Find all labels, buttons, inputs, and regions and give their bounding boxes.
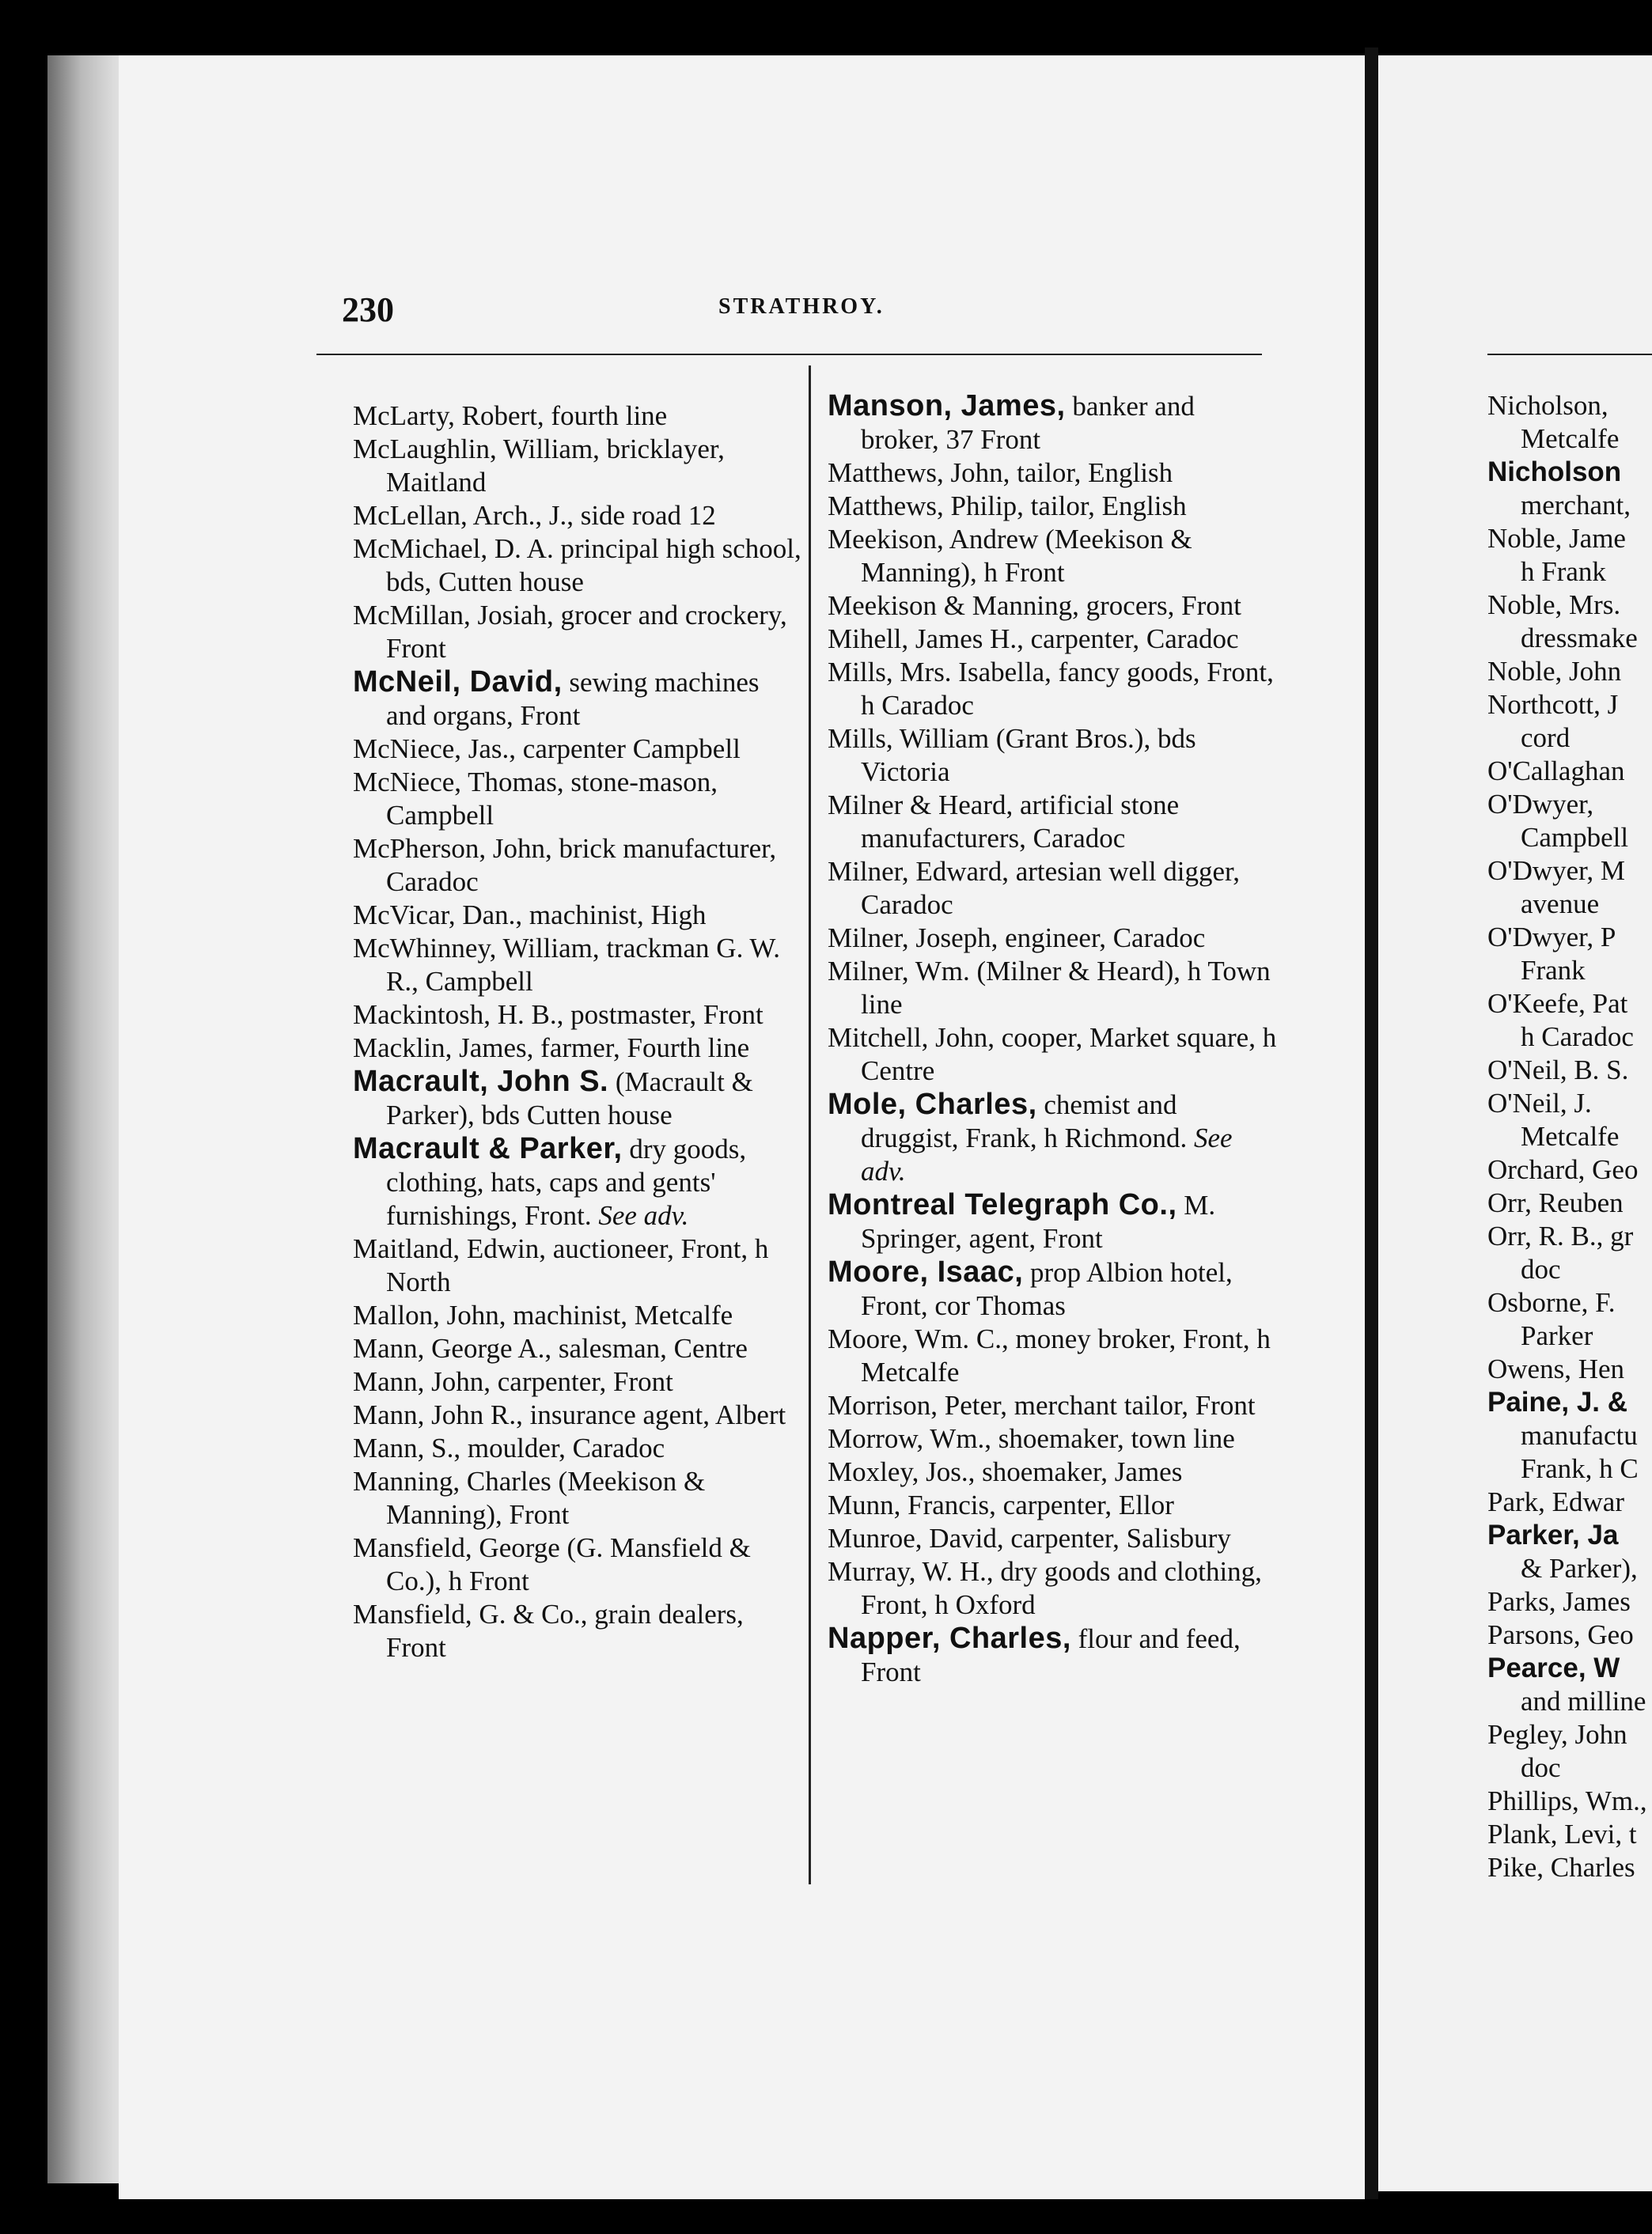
directory-entry <box>353 932 802 998</box>
entry-text: Milner, Edward, artesian well digger, Caradoc <box>828 856 1241 920</box>
entry-name-bold: Macrault & Parker, <box>353 1132 623 1165</box>
entry-text: Meekison, Andrew (Meekison & Manning), h Front <box>828 524 1192 588</box>
entry-text: Mann, John R., insurance agent, Albert <box>353 1399 786 1430</box>
entry-text: flour and feed, Front <box>861 1623 1241 1687</box>
entry-text: Moxley, Jos., shoemaker, James <box>828 1456 1183 1487</box>
partial-entry-line: Owens, Hen <box>1487 1354 1625 1384</box>
entry-name-bold: Mole, Charles, <box>828 1088 1037 1121</box>
directory-entry <box>353 1232 802 1299</box>
directory-entry <box>353 899 802 932</box>
directory-entry <box>828 922 1279 955</box>
partial-entry-line: Paine, J. & <box>1487 1387 1628 1418</box>
book-gutter <box>1365 47 1378 2199</box>
directory-entry <box>828 490 1279 523</box>
entry-text: McLarty, Robert, fourth line <box>353 400 668 431</box>
partial-entry-line: Northcott, J <box>1487 689 1619 720</box>
directory-entry <box>353 599 802 665</box>
directory-entry <box>828 623 1279 656</box>
entry-text: McPherson, John, brick manufacturer, Caradoc <box>353 833 777 897</box>
directory-entry <box>828 1088 1279 1188</box>
directory-entry <box>828 656 1279 722</box>
entry-text: M. Springer, agent, Front <box>861 1190 1216 1254</box>
partial-entry-line: dressmake <box>1521 623 1638 653</box>
entry-see-adv: See adv. <box>598 1200 689 1231</box>
directory-entry <box>828 855 1279 922</box>
partial-entry-line: Nicholson, <box>1487 390 1608 421</box>
entry-text: Mills, William (Grant Bros.), bds Victoria <box>828 723 1196 787</box>
partial-entry-line: Campbell <box>1521 822 1629 853</box>
partial-entry-line: Orr, R. B., gr <box>1487 1221 1634 1251</box>
entry-text: Mackintosh, H. B., postmaster, Front <box>353 999 763 1030</box>
directory-entry <box>353 1465 802 1532</box>
partial-entry-line: Frank, h C <box>1521 1453 1639 1484</box>
directory-entry <box>828 1021 1279 1088</box>
partial-entry-line: manufactu <box>1521 1420 1638 1451</box>
entry-text: McNiece, Jas., carpenter Campbell <box>353 733 741 764</box>
directory-entry <box>353 1132 802 1232</box>
directory-entry <box>353 733 802 766</box>
entry-text: sewing machines and organs, Front <box>386 667 760 731</box>
directory-entry <box>353 766 802 832</box>
header-rule-right <box>1487 354 1652 355</box>
directory-entry <box>828 1188 1279 1255</box>
partial-entry-line: merchant, <box>1521 490 1631 521</box>
directory-entry <box>353 1332 802 1365</box>
entry-text: Munroe, David, carpenter, Salisbury <box>828 1523 1231 1554</box>
entry-name-bold: Macrault, John S. <box>353 1065 609 1098</box>
entry-name-bold: Manson, James, <box>828 389 1066 422</box>
partial-entry-line: doc <box>1521 1752 1561 1783</box>
directory-column-3 <box>1487 389 1652 1884</box>
entry-text: Milner, Wm. (Milner & Heard), h Town line <box>828 956 1271 1020</box>
directory-entry <box>353 532 802 599</box>
entry-text: Macklin, James, farmer, Fourth line <box>353 1032 750 1063</box>
partial-entry-line: O'Callaghan <box>1487 755 1625 786</box>
directory-entry <box>828 1622 1279 1689</box>
entry-text: Mann, S., moulder, Caradoc <box>353 1433 665 1463</box>
partial-entry-line: h Frank <box>1521 556 1606 587</box>
partial-entry-line: Parsons, Geo <box>1487 1619 1634 1650</box>
entry-text: Matthews, John, tailor, English <box>828 457 1173 488</box>
entry-text: Moore, Wm. C., money broker, Front, h Metcalfe <box>828 1323 1271 1388</box>
directory-entry <box>828 1522 1279 1555</box>
entry-name-bold: McNeil, David, <box>353 665 563 699</box>
entry-see-adv: See adv. <box>861 1123 1233 1187</box>
partial-entry-line: h Caradoc <box>1521 1021 1634 1052</box>
entry-text: Milner & Heard, artificial stone manufacturers, Caradoc <box>828 789 1180 854</box>
directory-entry <box>828 389 1279 456</box>
partial-entry-line: Phillips, Wm., <box>1487 1785 1647 1816</box>
entry-text: Manning, Charles (Meekison & Manning), Front <box>353 1466 706 1530</box>
directory-entry <box>353 665 802 733</box>
directory-entry <box>828 1323 1279 1389</box>
entry-text: Mihell, James H., carpenter, Caradoc <box>828 623 1239 654</box>
partial-entry-line: doc <box>1521 1254 1561 1285</box>
directory-entry <box>828 456 1279 490</box>
directory-entry <box>828 789 1279 855</box>
entry-text: Mann, John, carpenter, Front <box>353 1366 673 1397</box>
partial-entry-line: Parker, Ja <box>1487 1520 1619 1551</box>
directory-entry <box>353 998 802 1032</box>
directory-entry <box>353 1532 802 1598</box>
partial-entry-line: O'Dwyer, <box>1487 789 1594 820</box>
entry-text: Mansfield, G. & Co., grain dealers, Front <box>353 1599 744 1663</box>
entry-text: McWhinney, William, trackman G. W. R., Campbell <box>353 933 781 997</box>
partial-entry-line: Metcalfe <box>1521 1121 1620 1152</box>
directory-column-2 <box>828 389 1279 1689</box>
partial-entry-line: Noble, Mrs. <box>1487 589 1621 620</box>
entry-name-bold: Napper, Charles, <box>828 1622 1071 1655</box>
partial-entry-line: O'Dwyer, P <box>1487 922 1616 952</box>
partial-entry-line: O'Dwyer, M <box>1487 855 1626 886</box>
partial-entry-line: Noble, Jame <box>1487 523 1626 554</box>
partial-entry-line: Pike, Charles <box>1487 1852 1635 1883</box>
directory-entry <box>828 523 1279 589</box>
directory-entry <box>353 1432 802 1465</box>
entry-text: McVicar, Dan., machinist, High <box>353 899 707 930</box>
directory-entry <box>353 1598 802 1664</box>
entry-text: Mills, Mrs. Isabella, fancy goods, Front, h Caradoc <box>828 657 1274 721</box>
directory-entry <box>353 1399 802 1432</box>
directory-entry <box>828 1389 1279 1422</box>
entry-text: Mann, George A., salesman, Centre <box>353 1333 748 1364</box>
directory-entry <box>828 955 1279 1021</box>
entry-text: banker and broker, 37 Front <box>861 391 1195 455</box>
partial-entry-line: O'Keefe, Pat <box>1487 988 1628 1019</box>
entry-text: dry goods, clothing, hats, caps and gents' furnishings, Front. <box>386 1134 747 1231</box>
partial-entry-line: Metcalfe <box>1521 423 1620 454</box>
partial-entry-line: cord <box>1521 722 1571 753</box>
partial-entry-line: Nicholson <box>1487 456 1622 487</box>
directory-entry <box>353 499 802 532</box>
entry-text: Matthews, Philip, tailor, English <box>828 490 1187 521</box>
partial-entry-line: Parks, James <box>1487 1586 1631 1617</box>
partial-entry-line: Orchard, Geo <box>1487 1154 1639 1185</box>
directory-entry <box>828 589 1279 623</box>
partial-entry-line: Frank <box>1521 955 1586 986</box>
entry-text: Munn, Francis, carpenter, Ellor <box>828 1490 1174 1520</box>
partial-entry-line: Noble, John <box>1487 656 1622 687</box>
directory-entry <box>828 722 1279 789</box>
partial-entry-line: Osborne, F. <box>1487 1287 1616 1318</box>
directory-entry <box>828 1555 1279 1622</box>
directory-entry <box>353 832 802 899</box>
directory-entry <box>828 1456 1279 1489</box>
entry-text: McMichael, D. A. principal high school, bds, Cutten house <box>353 533 801 597</box>
entry-text: (Macrault & Parker), bds Cutten house <box>386 1066 753 1130</box>
entry-text: McMillan, Josiah, grocer and crockery, Front <box>353 600 787 664</box>
partial-entry-line: Pegley, John <box>1487 1719 1627 1750</box>
entry-name-bold: Montreal Telegraph Co., <box>828 1188 1177 1221</box>
entry-text: McNiece, Thomas, stone-mason, Campbell <box>353 767 718 831</box>
page-title: STRATHROY. <box>718 294 885 319</box>
partial-entry-line: and milline <box>1521 1686 1646 1717</box>
directory-entry <box>828 1489 1279 1522</box>
header-rule <box>316 354 1262 355</box>
directory-entry <box>353 1299 802 1332</box>
entry-name-bold: Moore, Isaac, <box>828 1255 1024 1289</box>
entry-text: Morrow, Wm., shoemaker, town line <box>828 1423 1235 1454</box>
partial-entry-line: Parker <box>1521 1320 1593 1351</box>
entry-text: prop Albion hotel, Front, cor Thomas <box>861 1257 1233 1321</box>
partial-entry-line: O'Neil, B. S. <box>1487 1055 1629 1085</box>
directory-entry <box>353 399 802 433</box>
directory-entry <box>828 1255 1279 1323</box>
partial-entry-line: Pearce, W <box>1487 1653 1620 1683</box>
partial-entry-line: Park, Edwar <box>1487 1486 1625 1517</box>
directory-column-1 <box>353 399 802 1664</box>
entry-text: chemist and druggist, Frank, h Richmond. <box>861 1089 1194 1153</box>
entry-text: Mitchell, John, cooper, Market square, h Centre <box>828 1022 1277 1086</box>
directory-entry <box>353 1032 802 1065</box>
directory-entry <box>353 1365 802 1399</box>
entry-text: Milner, Joseph, engineer, Caradoc <box>828 922 1206 953</box>
partial-entry-line: O'Neil, J. <box>1487 1088 1592 1119</box>
partial-entry-line: & Parker), <box>1521 1553 1638 1584</box>
entry-text: Mallon, John, machinist, Metcalfe <box>353 1300 733 1331</box>
partial-entry-line: avenue <box>1521 888 1600 919</box>
entry-text: Mansfield, George (G. Mansfield & Co.), h Front <box>353 1532 751 1596</box>
entry-text: Murray, W. H., dry goods and clothing, Front, h Oxford <box>828 1556 1262 1620</box>
directory-entry <box>828 1422 1279 1456</box>
entry-text: Meekison & Manning, grocers, Front <box>828 590 1241 621</box>
directory-entry <box>353 1065 802 1132</box>
directory-entry <box>353 433 802 499</box>
partial-entry-line: Orr, Reuben <box>1487 1187 1624 1218</box>
partial-entry-line: Plank, Levi, t <box>1487 1819 1637 1850</box>
entry-text: Maitland, Edwin, auctioneer, Front, h North <box>353 1233 769 1297</box>
page-number: 230 <box>342 290 394 329</box>
entry-text: McLellan, Arch., J., side road 12 <box>353 500 716 531</box>
entry-text: Morrison, Peter, merchant tailor, Front <box>828 1390 1256 1421</box>
entry-text: McLaughlin, William, bricklayer, Maitland <box>353 434 725 498</box>
column-divider <box>809 365 811 1884</box>
